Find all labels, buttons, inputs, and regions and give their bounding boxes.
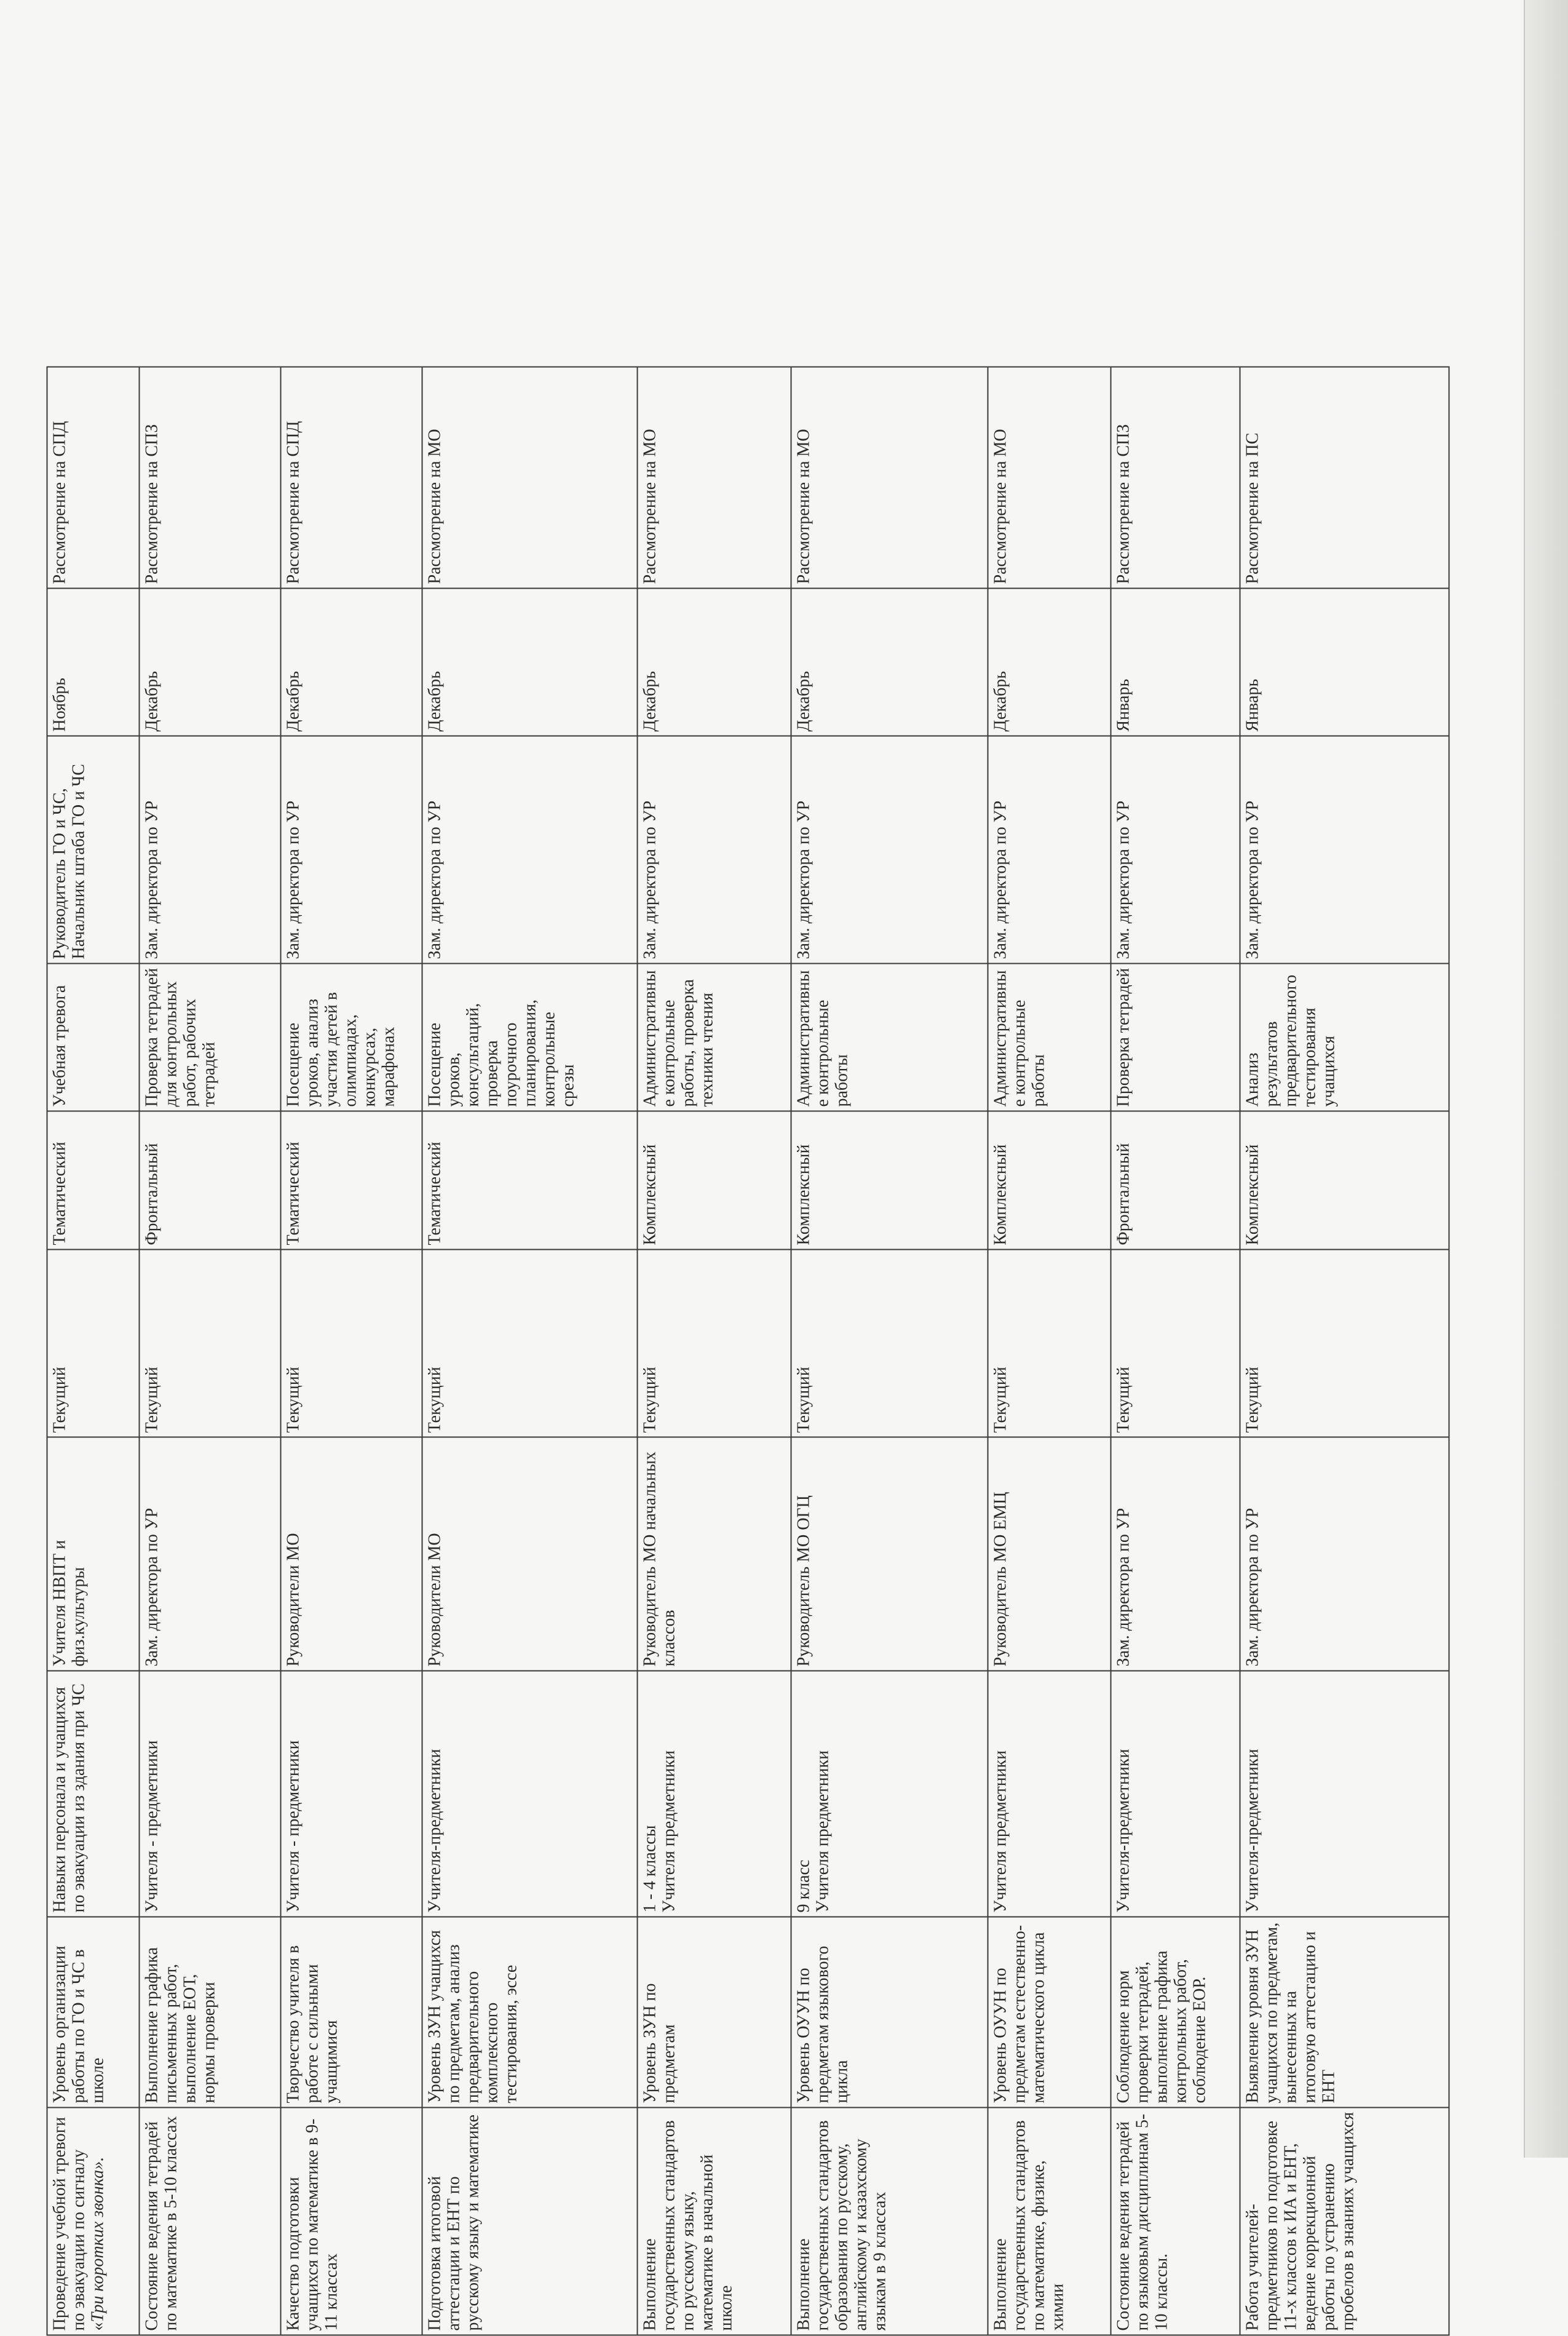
cell-text: Рассмотрение на МО	[991, 429, 1010, 584]
cell-text: Рассмотрение на СПЗ	[1114, 424, 1133, 584]
table-row	[281, 367, 422, 2335]
cell-executors	[791, 1437, 988, 1671]
cell-text: Учителя - предметники	[283, 1740, 303, 1913]
cell-responsible	[281, 736, 422, 964]
cell-text: Ноябрь	[50, 677, 69, 732]
cell-text: Тематический	[425, 1142, 445, 1245]
cell-executors	[638, 1437, 791, 1671]
cell-text: Учителя-предметники	[1114, 1749, 1133, 1913]
cell-result	[1111, 367, 1240, 589]
cell-text: Зам. директора по УР	[283, 800, 303, 959]
cell-text: Текущий	[640, 1367, 660, 1433]
cell-text: Комплексный	[640, 1144, 660, 1245]
cell-text: Тематический	[50, 1142, 69, 1245]
cell-object	[140, 1671, 281, 1917]
cell-responsible	[1240, 736, 1449, 964]
cell-result	[791, 367, 988, 589]
cell-kind	[281, 1250, 422, 1437]
cell-text: Уровень ЗУН учащихся по предметам, анализ предварительного комплексного тестирования, эссе	[425, 1929, 521, 2104]
cell-text: Выполнение графика письменных работ, выполнение ЕОТ, нормы проверки	[142, 1947, 219, 2104]
cell-text: Состояние ведения тетрадей по языковым дисциплинам 5-10 классы.	[1114, 2113, 1171, 2331]
cell-responsible	[791, 736, 988, 964]
cell-result	[1240, 367, 1449, 589]
cell-kind	[1111, 1250, 1240, 1437]
table-row	[638, 367, 791, 2335]
cell-method	[791, 964, 988, 1111]
cell-text: Руководитель МО ОГЦ	[794, 1495, 814, 1667]
cell-object	[422, 1671, 638, 1917]
cell-subject	[1240, 2108, 1449, 2335]
cell-text: Зам. директора по УР	[1243, 800, 1262, 959]
cell-text: Выполнение государственных стандартов по математике, физике, химии	[991, 2120, 1067, 2331]
cell-result	[281, 367, 422, 589]
cell-kind	[47, 1250, 140, 1437]
cell-goal	[422, 1917, 638, 2108]
cell-object	[1240, 1671, 1449, 1917]
cell-object	[281, 1671, 422, 1917]
cell-text: Рассмотрение на МО	[425, 429, 445, 584]
cell-text: Текущий	[991, 1367, 1010, 1433]
cell-line: Учителя предметники	[813, 1750, 833, 1913]
cell-subject	[1111, 2108, 1240, 2335]
cell-method	[140, 964, 281, 1111]
cell-executors	[988, 1437, 1111, 1671]
cell-type	[988, 1111, 1111, 1250]
cell-date	[422, 589, 638, 736]
cell-text: Зам. директора по УР	[640, 800, 660, 959]
cell-text: Посещение уроков, консультаций, проверка поурочного планирования, контрольные срезы	[425, 999, 578, 1107]
cell-kind	[140, 1250, 281, 1437]
cell-text: Учителя - предметники	[142, 1740, 162, 1913]
cell-subject	[791, 2108, 988, 2335]
cell-type	[791, 1111, 988, 1250]
cell-date	[988, 589, 1111, 736]
cell-text: Декабрь	[794, 671, 814, 732]
cell-kind	[638, 1250, 791, 1437]
table-row	[988, 367, 1111, 2335]
cell-text: Зам. директора по УР	[142, 1508, 162, 1667]
cell-text: Текущий	[425, 1367, 445, 1433]
cell-kind	[988, 1250, 1111, 1437]
cell-text: Проверка тетрадей для контрольных работ, рабочих тетрадей	[142, 967, 219, 1107]
control-plan-table	[47, 367, 1450, 2336]
cell-method	[638, 964, 791, 1111]
cell-text: Текущий	[142, 1367, 162, 1433]
cell-text: Уровень ЗУН по предметам	[640, 1983, 679, 2104]
cell-method	[281, 964, 422, 1111]
table-row	[791, 367, 988, 2335]
cell-goal	[1240, 1917, 1449, 2108]
cell-text: Подготовка итоговой аттестации и ЕНТ по русскому языку и математике	[425, 2115, 483, 2331]
cell-responsible	[1111, 736, 1240, 964]
cell-text: Административные контрольные работы	[794, 970, 852, 1107]
cell-line: Учителя предметники	[659, 1750, 679, 1913]
cell-text: Зам. директора по УР	[991, 800, 1010, 959]
cell-type	[422, 1111, 638, 1250]
cell-subject	[988, 2108, 1111, 2335]
cell-text: Декабрь	[142, 671, 162, 732]
cell-text: Выявление уровня ЗУН учащихся по предметам, вынесенных на итоговую аттестацию и ЕНТ	[1243, 1922, 1339, 2104]
cell-text: Текущий	[794, 1367, 814, 1433]
cell-text: Зам. директора по УР	[1114, 1508, 1133, 1667]
cell-type	[1240, 1111, 1449, 1250]
cell-method	[1111, 964, 1240, 1111]
cell-text: Рассмотрение на СПД	[283, 421, 303, 584]
cell-text: Учебная тревога	[50, 985, 69, 1107]
cell-text: Комплексный	[991, 1144, 1010, 1245]
cell-text: Руководитель ГО и ЧС, Начальник штаба ГО и ЧС	[50, 764, 89, 959]
cell-text: Январь	[1114, 678, 1133, 732]
cell-text: Текущий	[50, 1367, 69, 1433]
cell-text: Фронтальный	[1114, 1143, 1133, 1245]
cell-date	[281, 589, 422, 736]
cell-result	[47, 367, 140, 589]
cell-date	[791, 589, 988, 736]
cell-type	[281, 1111, 422, 1250]
cell-date	[47, 589, 140, 736]
cell-type	[140, 1111, 281, 1250]
cell-type	[47, 1111, 140, 1250]
cell-text: Январь	[1243, 678, 1262, 732]
cell-text: Уровень организации работы по ГО и ЧС в школе	[50, 1945, 108, 2104]
cell-executors	[1111, 1437, 1240, 1671]
cell-result	[988, 367, 1111, 589]
cell-text: Рассмотрение на МО	[794, 429, 814, 584]
cell-responsible	[422, 736, 638, 964]
cell-text: Посещение уроков, анализ участия детей в олимпиадах, конкурсах, марафонах	[283, 991, 398, 1107]
cell-text: Декабрь	[425, 671, 445, 732]
cell-kind	[1240, 1250, 1449, 1437]
cell-text: Административные контрольные работы	[991, 970, 1048, 1107]
cell-text: Навыки персонала и учащихся по эвакуации из здания при ЧС	[50, 1683, 89, 1913]
cell-text: Уровень ОУУН по предметам естественно-математического цикла	[991, 1925, 1048, 2104]
cell-responsible	[638, 736, 791, 964]
cell-text: Комплексный	[1243, 1144, 1262, 1245]
cell-subject	[281, 2108, 422, 2335]
cell-object	[1111, 1671, 1240, 1917]
cell-object	[988, 1671, 1111, 1917]
cell-text: Работа учителей-предметников по подготовке 11-х классов к ИА и ЕНТ, ведение коррекционной работы по устранению пробелов в знаниях учащихся	[1243, 2112, 1358, 2331]
cell-date	[140, 589, 281, 736]
cell-text: Уровень ОУУН по предметам языкового цикла	[794, 1945, 852, 2104]
cell-subject	[422, 2108, 638, 2335]
cell-text: Выполнение государственных стандартов образования по русскому, английскому и казахскому языкам в 9 классах	[794, 2120, 890, 2331]
table-row	[140, 367, 281, 2335]
cell-object	[791, 1671, 988, 1917]
cell-type	[638, 1111, 791, 1250]
cell-text: Зам. директора по УР	[1114, 800, 1133, 959]
cell-text: Учителя-предметники	[1243, 1749, 1262, 1913]
cell-text: Учителя предметники	[991, 1750, 1010, 1913]
cell-text: Учителя НВПТ и физ.культуры	[50, 1539, 89, 1667]
cell-text: Проверка тетрадей	[1114, 967, 1133, 1107]
cell-text: Зам. директора по УР	[794, 800, 814, 959]
cell-text: Анализ результатов предварительного тестирования учащихся	[1243, 974, 1339, 1107]
cell-kind	[422, 1250, 638, 1437]
cell-executors	[281, 1437, 422, 1671]
cell-responsible	[988, 736, 1111, 964]
table-body	[47, 367, 1449, 2335]
cell-text: Руководитель МО начальных классов	[640, 1452, 679, 1667]
cell-text: Соблюдение норм проверки тетрадей, выполнение графика контрольных работ, соблюдение ЕОР.	[1114, 1950, 1210, 2104]
cell-text: Качество подготовки учащихся по математике в 9-11 классах	[283, 2118, 341, 2331]
cell-text: Зам. директора по УР	[1243, 1508, 1262, 1667]
cell-text: Декабрь	[640, 671, 660, 732]
cell-text: Выполнение государственных стандартов по русскому языку, математике в начальной школе	[640, 2120, 736, 2331]
cell-result	[638, 367, 791, 589]
table-row	[422, 367, 638, 2335]
cell-text: Руководители МО	[425, 1533, 445, 1667]
cell-method	[422, 964, 638, 1111]
cell-text: Зам. директора по УР	[142, 800, 162, 959]
cell-text: Руководитель МО ЕМЦ	[991, 1492, 1010, 1667]
cell-line: 1 - 4 классы	[640, 1825, 660, 1913]
cell-text: Проведение учебной тревоги по эвакуации по сигналу «	[50, 2116, 108, 2331]
page-edge	[1524, 0, 1568, 2158]
cell-text: Административные контрольные работы, проверка техники чтения	[640, 970, 717, 1107]
cell-text: Состояние ведения тетрадей по математике в 5-10 классах	[142, 2116, 181, 2331]
cell-text: Творчество учителя в работе с сильными учащимися	[283, 1945, 341, 2104]
cell-goal	[791, 1917, 988, 2108]
cell-text: Рассмотрение на СПД	[50, 421, 69, 584]
cell-executors	[47, 1437, 140, 1671]
rotated-table-wrapper	[47, 368, 1360, 2336]
cell-text: Рассмотрение на МО	[640, 429, 660, 584]
cell-goal	[988, 1917, 1111, 2108]
cell-goal	[1111, 1917, 1240, 2108]
cell-goal	[638, 1917, 791, 2108]
cell-result	[140, 367, 281, 589]
cell-text-italic: Три коротких звонка».	[88, 2156, 108, 2322]
cell-date	[1240, 589, 1449, 736]
table-row	[47, 367, 140, 2335]
cell-subject	[638, 2108, 791, 2335]
cell-method	[988, 964, 1111, 1111]
cell-responsible	[140, 736, 281, 964]
cell-object	[638, 1671, 791, 1917]
cell-executors	[140, 1437, 281, 1671]
cell-text: Учителя-предметники	[425, 1749, 445, 1913]
cell-subject	[140, 2108, 281, 2335]
cell-text: Рассмотрение на СПЗ	[142, 424, 162, 584]
cell-kind	[791, 1250, 988, 1437]
cell-responsible	[47, 736, 140, 964]
cell-object	[47, 1671, 140, 1917]
cell-goal	[47, 1917, 140, 2108]
cell-text: Декабрь	[283, 671, 303, 732]
cell-text: Рассмотрение на ПС	[1243, 432, 1262, 584]
cell-text: Зам. директора по УР	[425, 800, 445, 959]
table-row	[1240, 367, 1449, 2335]
cell-text: Текущий	[1243, 1367, 1262, 1433]
table-row	[1111, 367, 1240, 2335]
cell-goal	[281, 1917, 422, 2108]
cell-text: Руководители МО	[283, 1533, 303, 1667]
cell-text: Тематический	[283, 1142, 303, 1245]
cell-executors	[422, 1437, 638, 1671]
cell-goal	[140, 1917, 281, 2108]
cell-date	[1111, 589, 1240, 736]
cell-line: 9 класс	[794, 1859, 814, 1913]
cell-text: Текущий	[283, 1367, 303, 1433]
cell-type	[1111, 1111, 1240, 1250]
cell-text: Текущий	[1114, 1367, 1133, 1433]
cell-date	[638, 589, 791, 736]
cell-subject	[47, 2108, 140, 2335]
cell-text: Фронтальный	[142, 1143, 162, 1245]
cell-text: Декабрь	[991, 671, 1010, 732]
cell-text: Комплексный	[794, 1144, 814, 1245]
cell-executors	[1240, 1437, 1449, 1671]
cell-method	[47, 964, 140, 1111]
cell-method	[1240, 964, 1449, 1111]
cell-result	[422, 367, 638, 589]
